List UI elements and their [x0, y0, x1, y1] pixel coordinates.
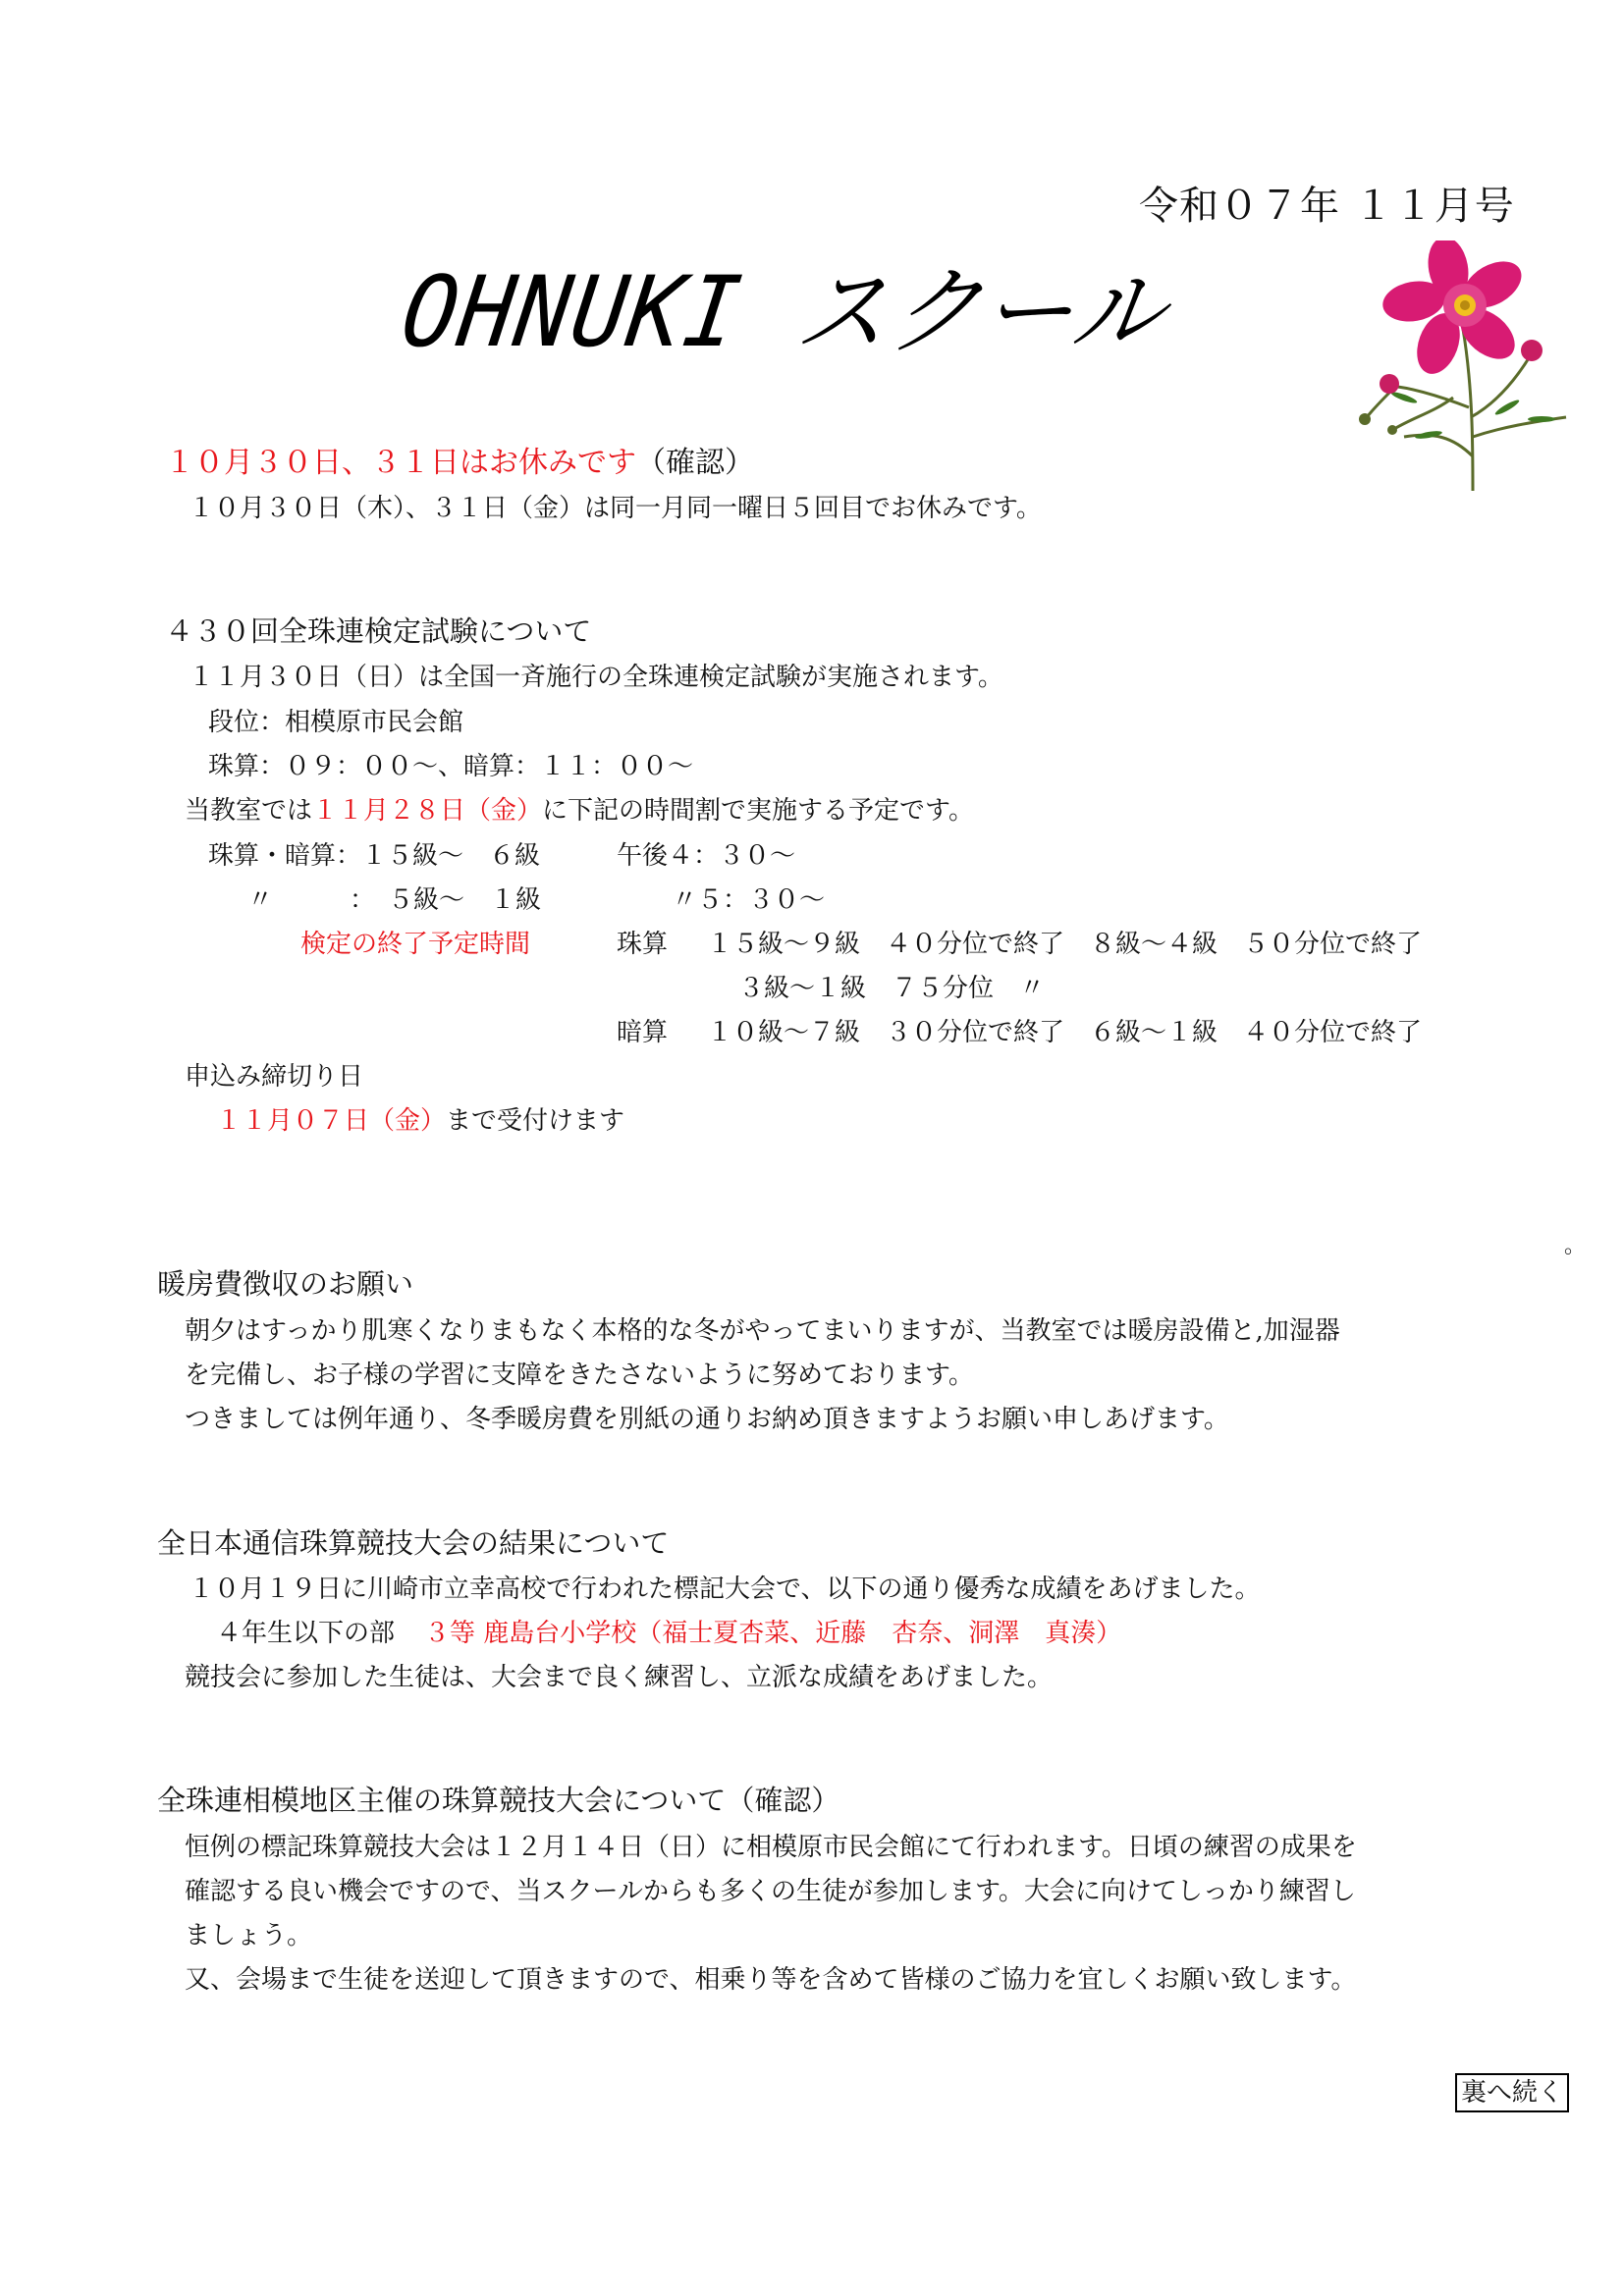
- end-time-mental-label: 暗算: [617, 1018, 669, 1047]
- heating-text-3: つきましては例年通り、冬季暖房費を別紙の通りお納め頂きますようお願い申しあげます。: [185, 1405, 1229, 1434]
- exam-heading: ４３０回全珠連検定試験について: [165, 614, 592, 648]
- schedule-row-2-time: 〃５：３０～: [672, 885, 826, 915]
- competition-heading: 全珠連相模地区主催の珠算競技大会について（確認）: [157, 1784, 840, 1817]
- classroom-schedule-date: １１月２８日（金）: [312, 796, 543, 826]
- end-time-label: 検定の終了予定時間: [300, 930, 531, 959]
- exam-venue: 段位：相模原市民会館: [208, 708, 464, 737]
- deadline-label: 申込み締切り日: [185, 1062, 364, 1092]
- competition-text-3: ましょう。: [185, 1921, 313, 1950]
- schedule-row-1-grade: 珠算・暗算：１５級～ ６級: [208, 841, 541, 871]
- classroom-schedule-a: 当教室では: [185, 796, 313, 826]
- end-time-abacus-detail: １５級～９級 ４０分位で終了 ８級～４級 ５０分位で終了: [707, 930, 1423, 959]
- results-text-3: 競技会に参加した生徒は、大会まで良く練習し、立派な成績をあげました。: [185, 1663, 1054, 1692]
- heating-text-1: 朝夕はすっかり肌寒くなりまもなく本格的な冬がやってまいりますが、当教室では暖房設備と,加湿器: [185, 1316, 1340, 1346]
- schedule-row-1-time: 午後４：３０～: [617, 841, 796, 871]
- end-time-abacus-detail-2: ３級～１級 ７５分位 〃: [738, 974, 1046, 1003]
- end-time-mental-detail: １０級～７級 ３０分位で終了 ６級～１級 ４０分位で終了: [707, 1018, 1423, 1047]
- results-heading: 全日本通信珠算競技大会の結果について: [157, 1526, 670, 1560]
- competition-text-1: 恒例の標記珠算競技大会は１２月１４日（日）に相模原市民会館にて行われます。日頃の練習の成果を: [185, 1833, 1357, 1862]
- competition-text-2: 確認する良い機会ですので、当スクールからも多くの生徒が参加します。大会に向けてしっかり練習し: [185, 1877, 1356, 1906]
- cosmos-flower-icon: [1335, 240, 1571, 506]
- exam-date-text: １１月３０日（日）は全国一斉施行の全珠連検定試験が実施されます。: [189, 663, 1003, 692]
- deadline-date: １１月０７日（金）: [216, 1106, 447, 1136]
- end-time-abacus-label: 珠算: [617, 930, 669, 959]
- holiday-heading-confirm: （確認）: [636, 446, 754, 480]
- results-text-1: １０月１９日に川崎市立幸高校で行われた標記大会で、以下の通り優秀な成績をあげました。: [189, 1575, 1261, 1604]
- holiday-text: １０月３０日（木）、３１日（金）は同一月同一曜日５回目でお休みです。: [189, 494, 1042, 523]
- competition-text-4: 又、会場まで生徒を送迎して頂きますので、相乗り等を含めて皆様のご協力を宜しくお願い致します。: [185, 1965, 1357, 1995]
- heating-heading: 暖房費徴収のお願い: [157, 1267, 414, 1301]
- page-title: OHNUKI スクール: [395, 255, 1173, 369]
- continue-on-back-label: 裏へ続く: [1455, 2073, 1569, 2112]
- classroom-schedule: [185, 790, 974, 827]
- issue-date: 令和０７年 １１月号: [1139, 184, 1515, 229]
- heating-text-2: を完備し、お子様の学習に支障をきたさないように努めております。: [185, 1361, 974, 1390]
- results-names: （福士夏杏菜、近藤 杏奈、洞澤 真湊）: [636, 1619, 1122, 1648]
- deadline-rest: まで受付けます: [446, 1106, 625, 1136]
- classroom-schedule-c: に下記の時間割で実施する予定です。: [542, 796, 974, 826]
- schedule-row-2-grade: 〃 ： ５級～ １級: [247, 885, 542, 915]
- deadline-text: [216, 1100, 624, 1137]
- results-award: [216, 1613, 1121, 1649]
- results-division: ４年生以下の部: [216, 1619, 396, 1648]
- holiday-heading-dates: １０月３０日、３１日はお休みです: [165, 446, 636, 480]
- results-rank: ３等 鹿島台小学校: [424, 1619, 637, 1648]
- holiday-heading: [165, 438, 754, 481]
- exam-times: 珠算：０９：００～、暗算：１１：００～: [208, 752, 694, 781]
- stray-mark: 。: [1564, 1234, 1587, 1258]
